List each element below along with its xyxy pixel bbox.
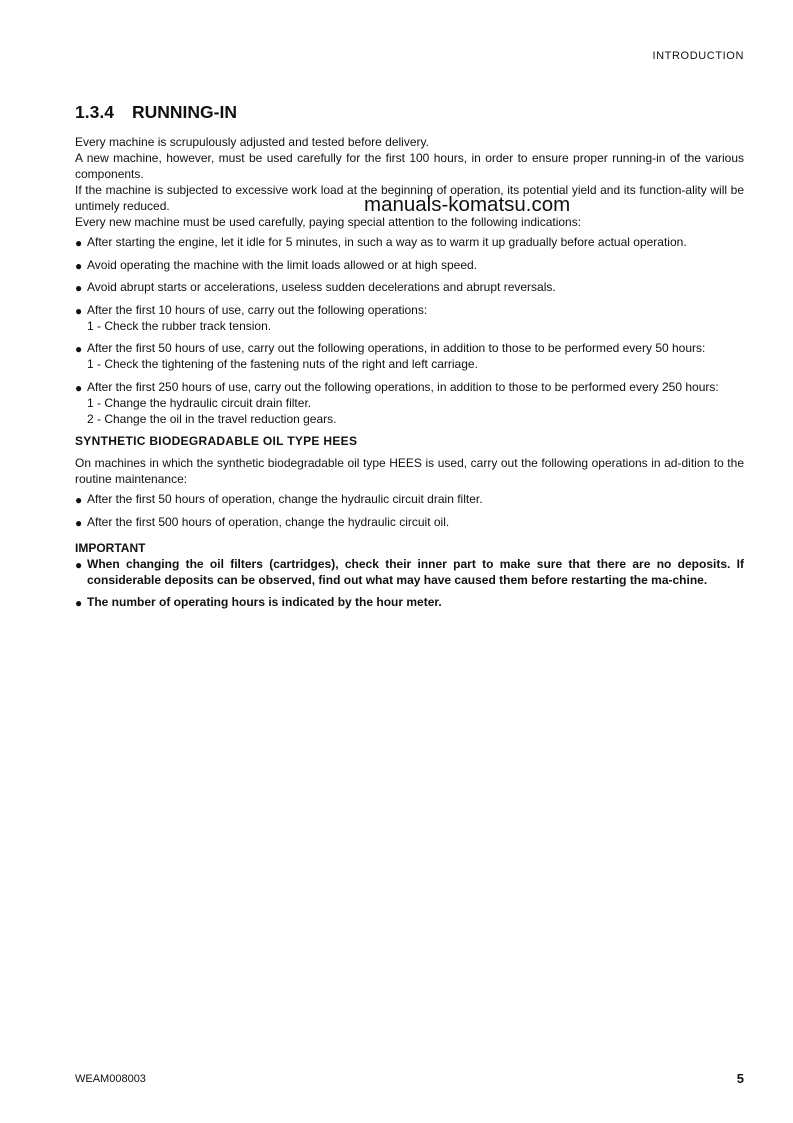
section-title [75, 101, 744, 123]
intro-line: A new machine, however, must be used carefully for the first 100 hours, in order to ensure proper running-in of the various components. [75, 151, 744, 181]
bullet-icon: ● [75, 281, 83, 295]
bullet-icon: ● [75, 342, 83, 356]
list-item [75, 379, 744, 427]
list-item [75, 279, 744, 295]
intro-line: Every machine is scrupulously adjusted and tested before delivery. [75, 135, 429, 149]
list-item [75, 302, 744, 334]
list-item-text: The number of operating hours is indicated by the hour meter. [87, 595, 442, 609]
list-item [75, 514, 744, 530]
section-title-text: RUNNING-IN [132, 102, 237, 122]
section-number: 1.3.4 [75, 102, 114, 122]
list-item [75, 257, 744, 273]
sub-step: 1 - Change the hydraulic circuit drain filter. [87, 395, 312, 410]
list-item-text: After the first 250 hours of use, carry out the following operations, in addition to those to be performed every 250 hours: [87, 379, 719, 394]
hees-list [75, 491, 744, 530]
important-list [75, 556, 744, 611]
sub-step: 1 - Check the tightening of the fastening nuts of the right and left carriage. [87, 357, 478, 371]
bullet-icon: ● [75, 493, 83, 507]
intro-line: If the machine is subjected to excessive work load at the beginning of operation, its potential yield and its function-ality will be untimely reduced. [75, 183, 744, 213]
list-item-text: Avoid operating the machine with the limit loads allowed or at high speed. [87, 257, 478, 272]
page-number: 5 [736, 1071, 744, 1086]
list-item-text: After the first 50 hours of use, carry out the following operations, in addition to those to be performed every 50 hours: [87, 341, 706, 355]
list-item [75, 594, 744, 610]
list-item [75, 556, 744, 588]
list-item-text: When changing the oil filters (cartridges), check their inner part to make sure that there are no deposits. If considerable deposits can be observed, find out what may have caused them before restarting the ma-chine. [87, 556, 744, 587]
hees-heading: SYNTHETIC BIODEGRADABLE OIL TYPE HEES [75, 434, 358, 448]
important-heading: IMPORTANT [75, 540, 146, 555]
hees-body: On machines in which the synthetic biodegradable oil type HEES is used, carry out the following operations in ad-dition to the routine maintenance: [75, 456, 744, 486]
intro-line: Every new machine must be used carefully, paying special attention to the following indications: [75, 215, 582, 229]
list-item [75, 491, 744, 507]
bullet-icon: ● [75, 380, 83, 395]
list-item-text: After starting the engine, let it idle for 5 minutes, in such a way as to warm it up gradually before actual operation. [87, 235, 687, 249]
page-header: INTRODUCTION [652, 50, 744, 62]
bullet-icon: ● [75, 515, 83, 530]
list-item-text: After the first 10 hours of use, carry out the following operations: [87, 302, 428, 317]
bullet-icon: ● [75, 258, 83, 273]
document-code: WEAM008003 [75, 1073, 146, 1085]
bullet-icon: ● [75, 236, 83, 250]
list-item [75, 234, 744, 250]
page-content [75, 101, 744, 617]
bullet-icon: ● [75, 557, 83, 572]
running-in-list [75, 234, 744, 427]
watermark: manuals-komatsu.com [364, 193, 571, 216]
bullet-icon: ● [75, 596, 83, 610]
sub-step: 1 - Check the rubber track tension. [87, 318, 272, 333]
list-item [75, 340, 744, 372]
bullet-icon: ● [75, 303, 83, 318]
sub-step: 2 - Change the oil in the travel reduction gears. [87, 411, 337, 426]
list-item-text: After the first 500 hours of operation, change the hydraulic circuit oil. [87, 514, 450, 529]
list-item-text: After the first 50 hours of operation, change the hydraulic circuit drain filter. [87, 492, 483, 506]
list-item-text: Avoid abrupt starts or accelerations, useless sudden decelerations and abrupt reversals. [87, 280, 556, 294]
